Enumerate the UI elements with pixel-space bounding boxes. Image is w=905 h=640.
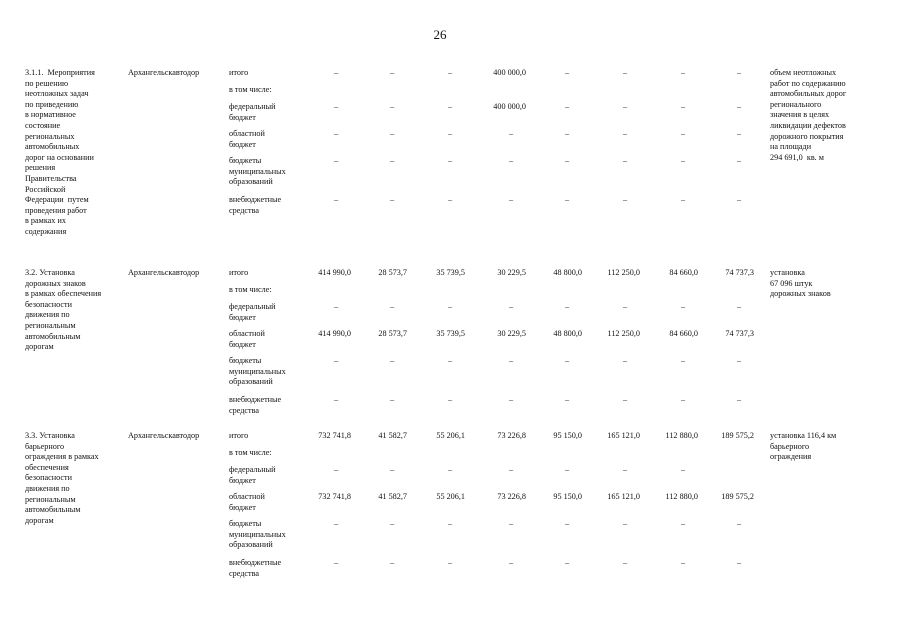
table-cell-value: 74 737,3 (725, 268, 754, 277)
table-cell-value: 189 575,2 (721, 431, 754, 440)
table-cell-dash: – (447, 129, 453, 138)
table-cell-dash: – (447, 302, 453, 311)
table-cell-value: 189 575,2 (721, 492, 754, 501)
table-cell-dash: – (736, 129, 742, 138)
funding-source-label: федеральный бюджет (229, 102, 276, 122)
table-cell-value: 732 741,8 (318, 492, 351, 501)
expected-result: установка 116,4 км барьерного ограждения (770, 431, 837, 462)
table-cell-value: 73 226,8 (497, 431, 526, 440)
page-number: 26 (433, 27, 447, 42)
table-cell-dash: – (680, 156, 686, 165)
table-cell-dash: – (333, 102, 339, 111)
table-cell-dash: – (622, 102, 628, 111)
funding-source-label: бюджеты муниципальных образований (229, 519, 286, 550)
funding-source-label: внебюджетные средства (229, 195, 282, 215)
funding-source-label: итого (229, 268, 249, 277)
table-cell-dash: – (622, 195, 628, 204)
table-cell-value: 400 000,0 (493, 68, 526, 77)
table-cell-dash: – (736, 68, 742, 77)
executor: Архангельскавтодор (128, 68, 200, 77)
table-cell-dash: – (389, 558, 395, 567)
table-cell-dash: – (389, 156, 395, 165)
table-cell-value: 74 737,3 (725, 329, 754, 338)
table-cell-dash: – (508, 356, 514, 365)
table-cell-value: 35 739,5 (436, 268, 465, 277)
table-cell-dash: – (333, 302, 339, 311)
table-cell-dash: – (736, 356, 742, 365)
table-cell-dash: – (447, 395, 453, 404)
table-cell-dash: – (564, 356, 570, 365)
table-cell-dash: – (333, 68, 339, 77)
table-cell-value: 112 250,0 (607, 268, 640, 277)
expected-result: установка 67 096 штук дорожных знаков (770, 268, 831, 299)
funding-source-label: в том числе: (229, 85, 272, 94)
table-cell-value: 95 150,0 (553, 431, 582, 440)
table-cell-dash: – (508, 302, 514, 311)
table-cell-value: 400 000,0 (493, 102, 526, 111)
expected-result: объем неотложных работ по содержанию автомобильных дорог регионального значения в целях ликвидации дефектов дорожного покрытия на площади 294 691,0 кв. м (770, 68, 847, 162)
table-cell-dash: – (736, 395, 742, 404)
funding-source-label: в том числе: (229, 285, 272, 294)
table-cell-dash: – (333, 156, 339, 165)
executor: Архангельскавтодор (128, 268, 200, 277)
executor: Архангельскавтодор (128, 431, 200, 440)
table-cell-dash: – (622, 68, 628, 77)
table-cell-dash: – (447, 356, 453, 365)
table-cell-dash: – (564, 302, 570, 311)
table-cell-dash: – (736, 302, 742, 311)
table-cell-value: 112 880,0 (665, 492, 698, 501)
table-cell-dash: – (736, 102, 742, 111)
funding-source-label: федеральный бюджет (229, 465, 276, 485)
table-cell-value: 48 800,0 (553, 268, 582, 277)
table-cell-value: 48 800,0 (553, 329, 582, 338)
table-cell-value: 28 573,7 (378, 329, 407, 338)
table-cell-dash: – (333, 356, 339, 365)
table-cell-dash: – (622, 395, 628, 404)
table-cell-dash: – (389, 68, 395, 77)
table-cell-dash: – (508, 395, 514, 404)
table-cell-dash: – (447, 558, 453, 567)
funding-source-label: федеральный бюджет (229, 302, 276, 322)
table-cell-dash: – (622, 356, 628, 365)
table-cell-value: 41 582,7 (378, 492, 407, 501)
table-cell-value: 41 582,7 (378, 431, 407, 440)
table-cell-dash: – (508, 156, 514, 165)
table-cell-value: 30 229,5 (497, 268, 526, 277)
table-cell-dash: – (736, 558, 742, 567)
table-cell-dash: – (680, 129, 686, 138)
table-cell-dash: – (447, 156, 453, 165)
table-cell-value: 55 206,1 (436, 431, 465, 440)
table-cell-value: 30 229,5 (497, 329, 526, 338)
funding-source-label: итого (229, 431, 249, 440)
table-cell-value: 165 121,0 (607, 492, 640, 501)
table-cell-dash: – (564, 102, 570, 111)
table-cell-dash: – (447, 465, 453, 474)
funding-source-label: областной бюджет (229, 129, 265, 149)
table-cell-dash: – (622, 129, 628, 138)
funding-source-label: областной бюджет (229, 329, 265, 349)
table-cell-dash: – (680, 519, 686, 528)
table-cell-dash: – (680, 68, 686, 77)
table-cell-value: 84 660,0 (669, 329, 698, 338)
table-cell-dash: – (622, 302, 628, 311)
table-cell-value: 95 150,0 (553, 492, 582, 501)
table-cell-dash: – (680, 356, 686, 365)
table-cell-dash: – (508, 519, 514, 528)
table-cell-value: 414 990,0 (318, 329, 351, 338)
table-cell-value: 112 880,0 (665, 431, 698, 440)
table-cell-dash: – (680, 558, 686, 567)
table-cell-dash: – (564, 395, 570, 404)
table-cell-dash: – (333, 558, 339, 567)
table-cell-dash: – (622, 465, 628, 474)
table-cell-dash: – (389, 102, 395, 111)
table-cell-value: 84 660,0 (669, 268, 698, 277)
funding-source-label: внебюджетные средства (229, 395, 282, 415)
table-cell-value: 732 741,8 (318, 431, 351, 440)
measure-title: 3.1.1. Мероприятия по решению неотложных задач по приведению в нормативное состояние региональных автомобильных дорог на основании решения Правительства Российской Федерации путем проведения работ в рамках их содержания (25, 68, 95, 236)
table-cell-value: 55 206,1 (436, 492, 465, 501)
table-cell-dash: – (333, 519, 339, 528)
table-cell-value: 414 990,0 (318, 268, 351, 277)
funding-source-label: итого (229, 68, 249, 77)
table-cell-dash: – (333, 395, 339, 404)
table-cell-dash: – (508, 129, 514, 138)
table-cell-dash: – (508, 195, 514, 204)
funding-source-label: бюджеты муниципальных образований (229, 156, 286, 187)
table-cell-dash: – (564, 195, 570, 204)
table-cell-value: 165 121,0 (607, 431, 640, 440)
table-cell-dash: – (564, 519, 570, 528)
table-cell-dash: – (622, 156, 628, 165)
table-cell-dash: – (736, 195, 742, 204)
table-cell-dash: – (508, 465, 514, 474)
table-cell-dash: – (736, 519, 742, 528)
table-cell-dash: – (389, 129, 395, 138)
table-cell-dash: – (564, 68, 570, 77)
measure-title: 3.2. Установка дорожных знаков в рамках обеспечения безопасности движения по региональным автомобильным дорогам (25, 268, 102, 352)
table-cell-dash: – (680, 302, 686, 311)
table-cell-dash: – (447, 102, 453, 111)
measure-title: 3.3. Установка барьерного ограждения в рамках обеспечения безопасности движения по региональным автомобильным дорогам (25, 431, 99, 525)
table-cell-value: 73 226,8 (497, 492, 526, 501)
table-cell-dash: – (564, 558, 570, 567)
table-cell-dash: – (333, 465, 339, 474)
table-cell-dash: – (622, 558, 628, 567)
table-cell-dash: – (333, 129, 339, 138)
table-cell-dash: – (389, 519, 395, 528)
table-cell-dash: – (447, 68, 453, 77)
table-cell-dash: – (389, 302, 395, 311)
funding-source-label: внебюджетные средства (229, 558, 282, 578)
table-cell-dash: – (680, 465, 686, 474)
table-cell-value: 28 573,7 (378, 268, 407, 277)
table-cell-dash: – (680, 195, 686, 204)
table-cell-dash: – (564, 129, 570, 138)
funding-source-label: бюджеты муниципальных образований (229, 356, 286, 387)
table-cell-dash: – (447, 519, 453, 528)
table-cell-value: 112 250,0 (607, 329, 640, 338)
table-cell-dash: – (736, 156, 742, 165)
table-cell-dash: – (389, 356, 395, 365)
table-cell-dash: – (680, 102, 686, 111)
table-cell-dash: – (389, 465, 395, 474)
table-cell-dash: – (680, 395, 686, 404)
table-cell-dash: – (622, 519, 628, 528)
funding-source-label: областной бюджет (229, 492, 265, 512)
table-cell-value: 35 739,5 (436, 329, 465, 338)
table-cell-dash: – (508, 558, 514, 567)
table-cell-dash: – (564, 156, 570, 165)
table-cell-dash: – (389, 395, 395, 404)
funding-source-label: в том числе: (229, 448, 272, 457)
table-cell-dash: – (564, 465, 570, 474)
table-cell-dash: – (447, 195, 453, 204)
table-cell-dash: – (389, 195, 395, 204)
table-cell-dash: – (333, 195, 339, 204)
